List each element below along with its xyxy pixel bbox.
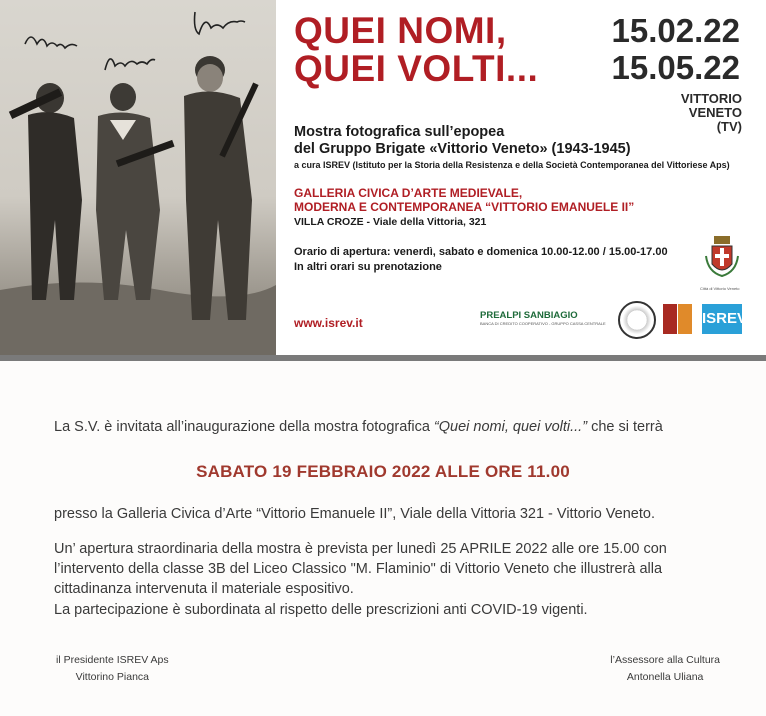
invitation-suffix: che si terrà <box>587 419 663 435</box>
covid-notice: La partecipazione è subordinata al rispetto delle prescrizioni anti COVID-19 vigenti. <box>54 602 588 618</box>
inauguration-date: SABATO 19 FEBBRAIO 2022 ALLE ORE 11.00 <box>196 462 570 481</box>
gallery-name <box>294 186 634 214</box>
president-role: il Presidente ISREV Aps <box>56 654 169 666</box>
hours-line-1: Orario di apertura: venerdì, sabato e domenica 10.00-12.00 / 15.00-17.00 <box>294 246 668 258</box>
special-opening-paragraph <box>54 539 754 599</box>
assessor-signature <box>610 652 720 686</box>
date-end: 15.05.22 <box>611 49 740 86</box>
subtitle-line-2: del Gruppo Brigate «Vittorio Veneto» (1943-1945) <box>294 141 631 157</box>
exhibition-place <box>681 92 742 134</box>
city-crest-icon <box>704 236 740 278</box>
opening-hours <box>294 245 668 275</box>
isrev-logo: ISREV <box>702 304 742 334</box>
orange-book-logo <box>678 304 692 334</box>
title-line-1: QUEI NOMI, <box>294 10 507 51</box>
prealpi-logo-subtext: BANCA DI CREDITO COOPERATIVO - GRUPPO CASSA CENTRALE <box>480 321 606 326</box>
invitation-prefix: La S.V. è invitata all’inaugurazione della mostra fotografica <box>54 419 434 435</box>
crest-caption: Città di Vittorio Veneto <box>700 286 740 291</box>
hours-line-2: In altri orari su prenotazione <box>294 261 442 273</box>
assessor-role: l’Assessore alla Cultura <box>610 654 720 666</box>
title-line-2: QUEI VOLTI... <box>294 48 539 89</box>
website-link[interactable]: www.isrev.it <box>294 316 363 330</box>
prealpi-logo-text: PREALPI SANBIAGIO <box>480 310 578 321</box>
invitation-card <box>0 361 766 716</box>
exhibition-dates <box>612 12 740 86</box>
inauguration-location: presso la Galleria Civica d’Arte “Vittorio Emanuele II”, Viale della Vittoria 321 - Vittorio Veneto. <box>54 506 655 522</box>
exhibition-poster <box>0 0 766 357</box>
paragraph-line-2: l’intervento della classe 3B del Liceo Classico "M. Flaminio" di Vittorio Veneto che illustrerà alla <box>54 561 663 577</box>
red-book-logo <box>663 304 677 334</box>
seal-logo <box>618 301 656 339</box>
assessor-name: Antonella Uliana <box>626 671 704 683</box>
place-line-2: VENETO <box>688 105 742 120</box>
sponsor-logos <box>480 298 750 338</box>
invitation-line <box>54 419 663 435</box>
exhibition-subtitle <box>294 124 634 158</box>
gallery-line-1: GALLERIA CIVICA D’ARTE MEDIEVALE, <box>294 186 523 200</box>
president-name: Vittorino Pianca <box>75 671 149 683</box>
place-line-3: (TV) <box>716 119 742 134</box>
paragraph-line-1: Un’ apertura straordinaria della mostra è prevista per lunedì 25 APRILE 2022 alle ore 15.00 con <box>54 541 667 557</box>
invitation-exhibition-title: “Quei nomi, quei volti...” <box>433 419 588 435</box>
curator-note: a cura ISREV (Istituto per la Storia della Resistenza e della Società Contemporanea del Vittoriese Aps) <box>294 160 730 170</box>
villa-address: VILLA CROZE - Viale della Vittoria, 321 <box>294 216 487 228</box>
date-start: 15.02.22 <box>611 12 740 49</box>
prealpi-logo <box>480 310 606 326</box>
place-line-1: VITTORIO <box>680 91 742 106</box>
president-signature <box>56 652 169 686</box>
partisans-illustration <box>0 0 276 357</box>
exhibition-title <box>294 12 538 88</box>
paragraph-line-3: cittadinanza intervenuta il materiale espositivo. <box>54 581 354 597</box>
gallery-line-2: MODERNA E CONTEMPORANEA “VITTORIO EMANUELE II” <box>294 200 635 214</box>
subtitle-line-1: Mostra fotografica sull’epopea <box>294 124 505 140</box>
partisans-photo <box>0 0 276 357</box>
